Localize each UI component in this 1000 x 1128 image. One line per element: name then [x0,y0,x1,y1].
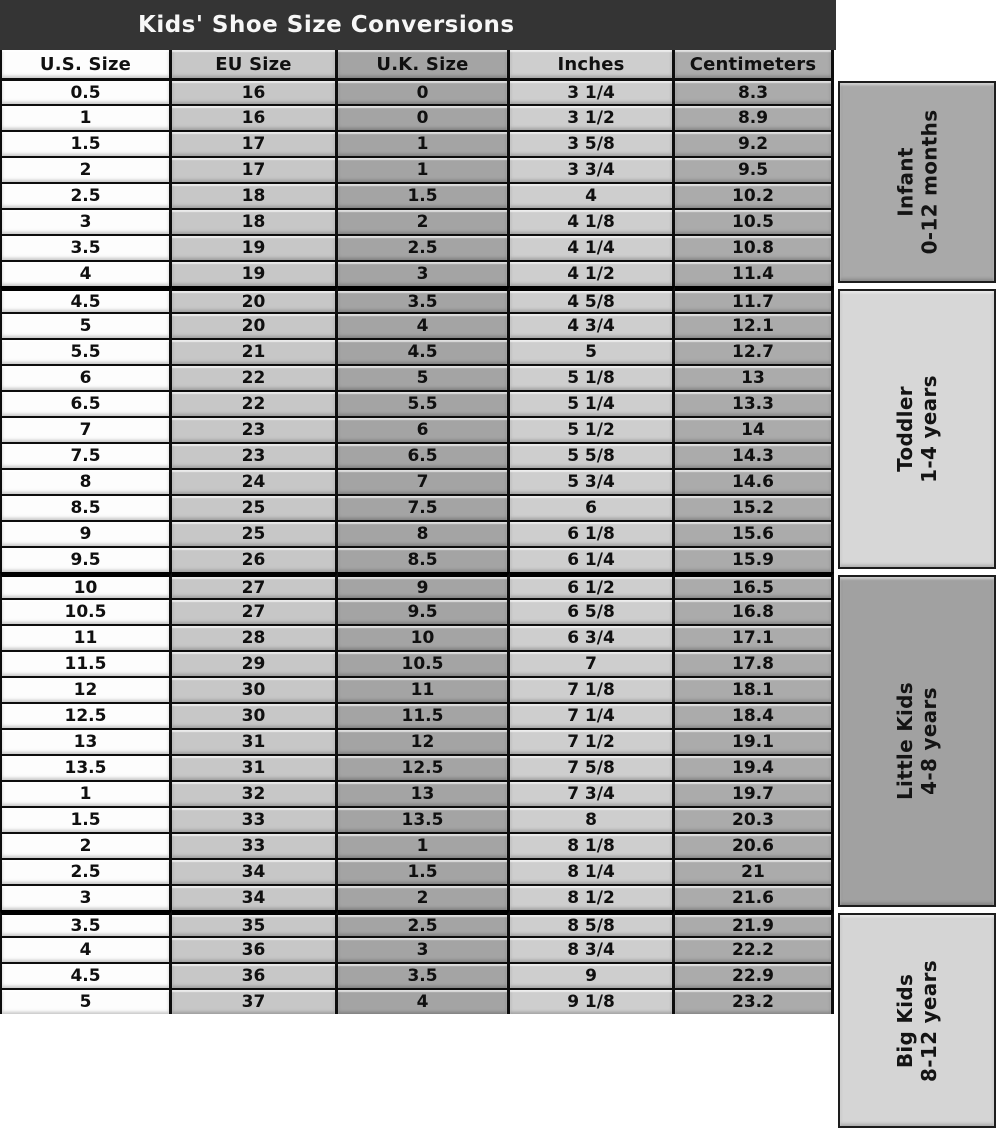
cell-centimeters: 10.8 [675,234,834,260]
cell-eu-size: 21 [172,338,338,364]
cell-eu-size: 31 [172,728,338,754]
cell-inches: 8 1/4 [510,858,675,884]
cell-us-size: 11 [0,624,172,650]
cell-us-size: 4 [0,936,172,962]
cell-uk-size: 7.5 [338,494,510,520]
cell-centimeters: 15.6 [675,520,834,546]
cell-inches: 4 1/8 [510,208,675,234]
cell-uk-size: 4 [338,312,510,338]
cell-centimeters: 9.2 [675,130,834,156]
cell-uk-size: 9.5 [338,598,510,624]
cell-inches: 6 3/4 [510,624,675,650]
cell-us-size: 13 [0,728,172,754]
cell-us-size: 10.5 [0,598,172,624]
cell-uk-size: 1 [338,156,510,182]
cell-uk-size: 2 [338,884,510,910]
cell-us-size: 4.5 [0,962,172,988]
cell-centimeters: 14.6 [675,468,834,494]
cell-us-size: 6.5 [0,390,172,416]
cell-inches: 7 3/4 [510,780,675,806]
cell-centimeters: 13.3 [675,390,834,416]
cell-us-size: 3.5 [0,910,172,936]
conversion-table [0,50,834,1014]
cell-eu-size: 27 [172,598,338,624]
cell-eu-size: 20 [172,286,338,312]
cell-centimeters: 8.3 [675,78,834,104]
cell-inches: 8 1/8 [510,832,675,858]
age-group-infant [838,81,996,283]
cell-us-size: 5 [0,312,172,338]
cell-uk-size: 3.5 [338,286,510,312]
cell-inches: 7 [510,650,675,676]
cell-us-size: 1.5 [0,130,172,156]
cell-us-size: 4.5 [0,286,172,312]
cell-centimeters: 19.7 [675,780,834,806]
cell-inches: 7 1/4 [510,702,675,728]
cell-uk-size: 2 [338,208,510,234]
cell-eu-size: 25 [172,494,338,520]
cell-inches: 3 3/4 [510,156,675,182]
age-group-label-toddler: Toddler 1-4 years [892,375,941,483]
cell-inches: 6 1/2 [510,572,675,598]
cell-centimeters: 19.4 [675,754,834,780]
cell-uk-size: 8.5 [338,546,510,572]
cell-eu-size: 19 [172,234,338,260]
cell-inches: 5 5/8 [510,442,675,468]
cell-eu-size: 36 [172,962,338,988]
cell-eu-size: 23 [172,442,338,468]
cell-uk-size: 6.5 [338,442,510,468]
cell-centimeters: 13 [675,364,834,390]
cell-centimeters: 22.9 [675,962,834,988]
cell-inches: 6 1/4 [510,546,675,572]
cell-us-size: 3.5 [0,234,172,260]
cell-inches: 7 1/2 [510,728,675,754]
cell-eu-size: 30 [172,676,338,702]
age-group-label-little-kids: Little Kids 4-8 years [892,682,941,800]
cell-centimeters: 16.8 [675,598,834,624]
cell-centimeters: 21.6 [675,884,834,910]
cell-centimeters: 15.9 [675,546,834,572]
cell-eu-size: 17 [172,130,338,156]
cell-uk-size: 9 [338,572,510,598]
cell-eu-size: 17 [172,156,338,182]
cell-centimeters: 15.2 [675,494,834,520]
cell-eu-size: 28 [172,624,338,650]
age-group-toddler [838,289,996,569]
cell-centimeters: 11.4 [675,260,834,286]
cell-inches: 8 5/8 [510,910,675,936]
cell-centimeters: 10.2 [675,182,834,208]
column-header-inches: Inches [510,50,675,78]
cell-us-size: 8 [0,468,172,494]
cell-centimeters: 18.1 [675,676,834,702]
cell-centimeters: 8.9 [675,104,834,130]
cell-uk-size: 3 [338,260,510,286]
cell-us-size: 1 [0,780,172,806]
cell-us-size: 1.5 [0,806,172,832]
cell-eu-size: 32 [172,780,338,806]
cell-inches: 6 5/8 [510,598,675,624]
cell-uk-size: 1.5 [338,182,510,208]
age-group-big-kids [838,913,996,1128]
cell-us-size: 2 [0,156,172,182]
cell-eu-size: 20 [172,312,338,338]
cell-eu-size: 35 [172,910,338,936]
cell-uk-size: 8 [338,520,510,546]
cell-us-size: 11.5 [0,650,172,676]
column-header-us-size: U.S. Size [0,50,172,78]
cell-eu-size: 29 [172,650,338,676]
cell-uk-size: 0 [338,104,510,130]
cell-eu-size: 33 [172,832,338,858]
cell-centimeters: 23.2 [675,988,834,1014]
cell-uk-size: 13 [338,780,510,806]
cell-inches: 8 3/4 [510,936,675,962]
cell-centimeters: 17.8 [675,650,834,676]
cell-centimeters: 21 [675,858,834,884]
cell-eu-size: 23 [172,416,338,442]
age-group-label-infant: Infant 0-12 months [893,109,941,255]
cell-eu-size: 34 [172,858,338,884]
cell-eu-size: 22 [172,364,338,390]
cell-centimeters: 22.2 [675,936,834,962]
cell-centimeters: 14 [675,416,834,442]
cell-eu-size: 16 [172,104,338,130]
cell-inches: 4 [510,182,675,208]
cell-centimeters: 14.3 [675,442,834,468]
cell-centimeters: 16.5 [675,572,834,598]
cell-uk-size: 0 [338,78,510,104]
cell-inches: 5 1/8 [510,364,675,390]
cell-inches: 7 1/8 [510,676,675,702]
column-header-eu-size: EU Size [172,50,338,78]
cell-us-size: 10 [0,572,172,598]
column-header-uk-size: U.K. Size [338,50,510,78]
cell-centimeters: 19.1 [675,728,834,754]
cell-uk-size: 1 [338,130,510,156]
cell-inches: 4 5/8 [510,286,675,312]
cell-eu-size: 24 [172,468,338,494]
chart-title-band [0,0,836,50]
cell-uk-size: 5.5 [338,390,510,416]
cell-us-size: 3 [0,208,172,234]
cell-eu-size: 36 [172,936,338,962]
cell-eu-size: 22 [172,390,338,416]
cell-inches: 3 1/4 [510,78,675,104]
cell-us-size: 7 [0,416,172,442]
cell-uk-size: 1.5 [338,858,510,884]
cell-us-size: 12 [0,676,172,702]
cell-uk-size: 3.5 [338,962,510,988]
cell-eu-size: 37 [172,988,338,1014]
cell-uk-size: 2.5 [338,234,510,260]
cell-centimeters: 11.7 [675,286,834,312]
cell-us-size: 5.5 [0,338,172,364]
cell-eu-size: 30 [172,702,338,728]
cell-uk-size: 3 [338,936,510,962]
cell-centimeters: 21.9 [675,910,834,936]
age-group-label-big-kids: Big Kids 8-12 years [892,959,941,1082]
cell-uk-size: 4 [338,988,510,1014]
cell-inches: 4 3/4 [510,312,675,338]
age-group-little-kids [838,575,996,907]
cell-eu-size: 19 [172,260,338,286]
cell-us-size: 6 [0,364,172,390]
cell-us-size: 2.5 [0,182,172,208]
cell-inches: 4 1/2 [510,260,675,286]
cell-us-size: 7.5 [0,442,172,468]
cell-inches: 3 1/2 [510,104,675,130]
cell-inches: 8 1/2 [510,884,675,910]
cell-eu-size: 27 [172,572,338,598]
page-title: Kids' Shoe Size Conversions [138,12,515,38]
cell-uk-size: 7 [338,468,510,494]
cell-eu-size: 26 [172,546,338,572]
cell-centimeters: 12.7 [675,338,834,364]
cell-uk-size: 13.5 [338,806,510,832]
cell-inches: 4 1/4 [510,234,675,260]
cell-us-size: 12.5 [0,702,172,728]
cell-inches: 6 [510,494,675,520]
cell-uk-size: 10 [338,624,510,650]
cell-centimeters: 12.1 [675,312,834,338]
cell-uk-size: 1 [338,832,510,858]
cell-uk-size: 4.5 [338,338,510,364]
cell-us-size: 3 [0,884,172,910]
cell-us-size: 1 [0,104,172,130]
cell-centimeters: 20.6 [675,832,834,858]
cell-eu-size: 16 [172,78,338,104]
cell-inches: 6 1/8 [510,520,675,546]
cell-uk-size: 11 [338,676,510,702]
cell-us-size: 13.5 [0,754,172,780]
cell-inches: 8 [510,806,675,832]
cell-inches: 7 5/8 [510,754,675,780]
cell-centimeters: 18.4 [675,702,834,728]
cell-inches: 5 1/2 [510,416,675,442]
cell-us-size: 5 [0,988,172,1014]
cell-us-size: 8.5 [0,494,172,520]
column-header-centimeters: Centimeters [675,50,834,78]
cell-inches: 3 5/8 [510,130,675,156]
cell-inches: 9 1/8 [510,988,675,1014]
cell-eu-size: 33 [172,806,338,832]
cell-centimeters: 17.1 [675,624,834,650]
cell-eu-size: 34 [172,884,338,910]
cell-centimeters: 9.5 [675,156,834,182]
cell-uk-size: 12 [338,728,510,754]
cell-inches: 5 1/4 [510,390,675,416]
cell-eu-size: 18 [172,208,338,234]
cell-centimeters: 10.5 [675,208,834,234]
cell-eu-size: 25 [172,520,338,546]
cell-us-size: 9 [0,520,172,546]
cell-us-size: 9.5 [0,546,172,572]
cell-centimeters: 20.3 [675,806,834,832]
cell-inches: 5 3/4 [510,468,675,494]
cell-us-size: 2 [0,832,172,858]
cell-us-size: 0.5 [0,78,172,104]
cell-us-size: 4 [0,260,172,286]
cell-eu-size: 18 [172,182,338,208]
cell-uk-size: 11.5 [338,702,510,728]
cell-uk-size: 2.5 [338,910,510,936]
cell-eu-size: 31 [172,754,338,780]
cell-uk-size: 12.5 [338,754,510,780]
cell-inches: 9 [510,962,675,988]
cell-uk-size: 6 [338,416,510,442]
cell-us-size: 2.5 [0,858,172,884]
cell-inches: 5 [510,338,675,364]
cell-uk-size: 10.5 [338,650,510,676]
cell-uk-size: 5 [338,364,510,390]
